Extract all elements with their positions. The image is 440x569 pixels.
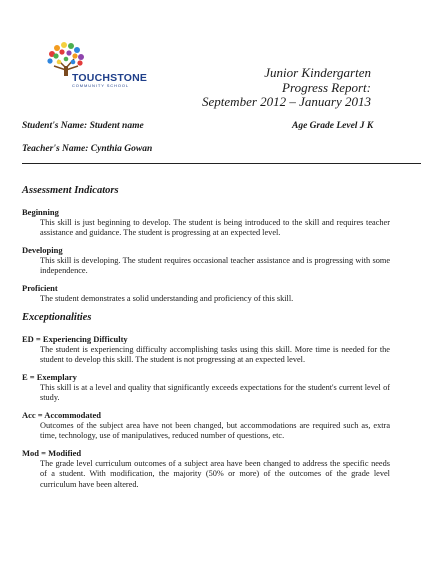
assessment-heading: Assessment Indicators bbox=[22, 185, 119, 196]
indicator-title: Beginning bbox=[22, 207, 59, 217]
indicator-title: Developing bbox=[22, 245, 63, 255]
exceptionality-description: The grade level curriculum outcomes of a subject area have been changed to address the specific needs of a student. With modification, the majority (50% or more) of the outcomes of the grade level curriculum have been altered. bbox=[40, 459, 390, 489]
exceptionality-item bbox=[22, 334, 390, 366]
indicator-item bbox=[22, 207, 390, 239]
exceptionalities-heading: Exceptionalities bbox=[22, 312, 92, 323]
report-title-line-3: September 2012 – January 2013 bbox=[202, 94, 371, 109]
grade-level-value: J K bbox=[359, 121, 374, 131]
exceptionality-description: This skill is at a level and quality that significantly exceeds expectations for the student's current level of study. bbox=[40, 383, 390, 403]
student-name-field bbox=[22, 121, 144, 131]
exceptionality-title: ED = Experiencing Difficulty bbox=[22, 334, 128, 344]
exceptionality-title: Acc = Accommodated bbox=[22, 410, 101, 420]
indicator-description: This skill is developing. The student requires occasional teacher assistance and is progressing with some independence. bbox=[40, 256, 390, 276]
exceptionality-description: Outcomes of the subject area have not been changed, but accommodations are required such as, extra time, technology, use of manipulatives, reduced number of questions, etc. bbox=[40, 421, 390, 441]
teacher-name-field bbox=[22, 144, 152, 154]
student-name-label: Student's Name: bbox=[22, 121, 88, 131]
logo-subtitle: COMMUNITY SCHOOL bbox=[72, 83, 129, 88]
logo-name: TOUCHSTONE bbox=[72, 72, 148, 84]
exceptionality-description: The student is experiencing difficulty accomplishing tasks using this skill. More time is needed for the student to develop this skill. The student is not progressing at an expected level. bbox=[40, 345, 390, 365]
report-title-line-2: Progress Report: bbox=[282, 79, 371, 95]
divider bbox=[22, 163, 421, 164]
grade-level-label: Age Grade Level bbox=[292, 121, 358, 131]
report-title-line-1: Junior Kindergarten bbox=[264, 65, 371, 80]
school-logo bbox=[44, 40, 148, 92]
indicator-description: This skill is just beginning to develop. The student is being introduced to the skill and requires teacher assistance and guidance. The student is progressing at an expected level. bbox=[40, 218, 390, 238]
indicator-item bbox=[22, 283, 390, 304]
exceptionality-item bbox=[22, 448, 390, 490]
student-name-value: Student name bbox=[89, 121, 144, 131]
report-title bbox=[202, 66, 371, 110]
exceptionality-item bbox=[22, 372, 390, 404]
indicator-title: Proficient bbox=[22, 283, 58, 293]
grade-level-field bbox=[292, 121, 373, 131]
exceptionality-title: Mod = Modified bbox=[22, 448, 82, 458]
indicator-item bbox=[22, 245, 390, 277]
teacher-name-label: Teacher's Name: bbox=[22, 144, 89, 154]
teacher-name-value: Cynthia Gowan bbox=[90, 144, 153, 154]
indicator-description: The student demonstrates a solid understanding and proficiency of this skill. bbox=[40, 294, 294, 303]
exceptionality-item bbox=[22, 410, 390, 442]
exceptionality-title: E = Exemplary bbox=[22, 372, 77, 382]
